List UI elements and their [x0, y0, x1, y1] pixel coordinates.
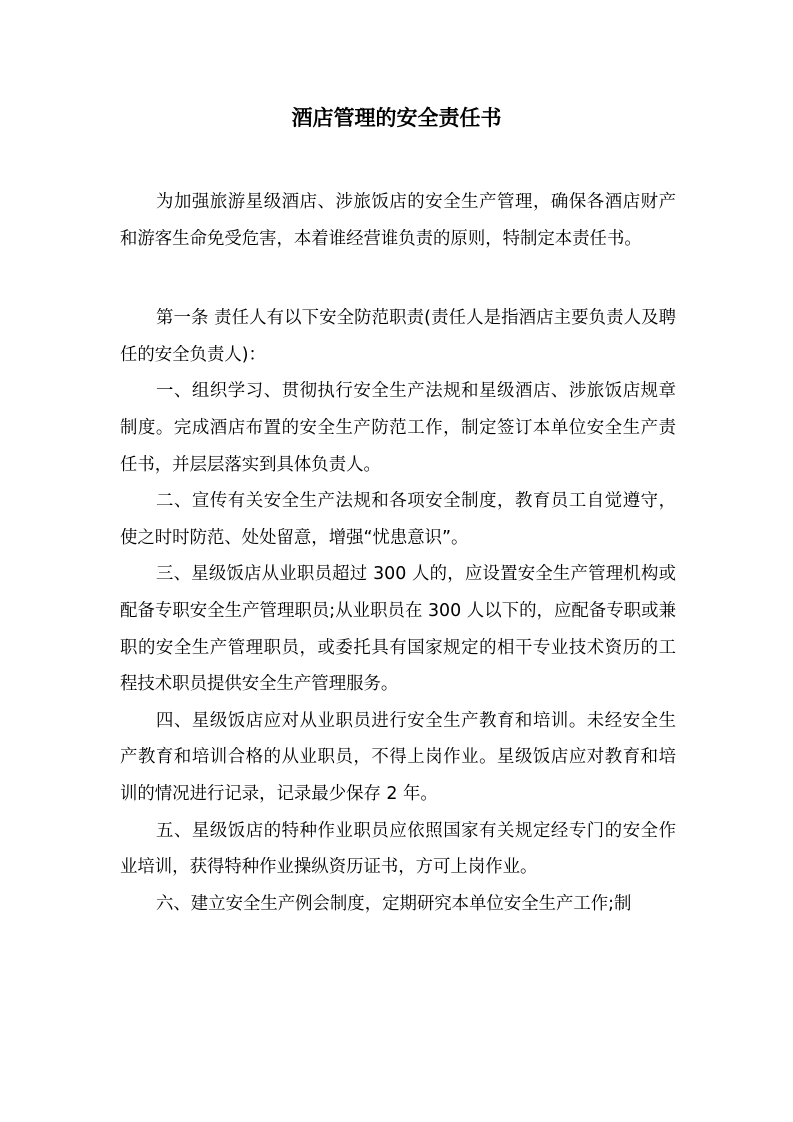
- clause-five: 五、星级饭店的特种作业职员应依照国家有关规定经专门的安全作业培训，获得特种作业操纵资历证书，方可上岗作业。: [120, 820, 676, 878]
- intro-paragraph: 为加强旅游星级酒店、涉旅饭店的安全生产管理，确保各酒店财产和游客生命免受危害，本着谁经营谁负责的原则，特制定本责任书。: [120, 192, 676, 249]
- clause-four: 四、星级饭店应对从业职员进行安全生产教育和培训。未经安全生产教育和培训合格的从业职员，不得上岗作业。星级饭店应对教育和培训的情况进行记录，记录最少保存 2 年。: [120, 710, 676, 804]
- article-one-heading: 第一条 责任人有以下安全防范职责(责任人是指酒店主要负责人及聘任的安全负责人)：: [120, 308, 676, 365]
- clause-six: 六、建立安全生产例会制度，定期研究本单位安全生产工作;制: [156, 893, 632, 914]
- document-title: 酒店管理的安全责任书: [291, 106, 502, 130]
- document-body: [120, 184, 676, 922]
- clause-two: 二、宣传有关安全生产法规和各项安全制度，教育员工自觉遵守，使之时时防范、处处留意，增强“忧患意识”。: [120, 491, 676, 548]
- clause-three: 三、星级饭店从业职员超过 300 人的，应设置安全生产管理机构或配备专职安全生产管理职员;从业职员在 300 人以下的，应配备专职或兼职的安全生产管理职员，或委托具有国家规定的相干专业技术资历的工程技术职员提供安全生产管理服务。: [120, 564, 676, 695]
- clause-one: 一、组织学习、贯彻执行安全生产法规和星级酒店、涉旅饭店规章制度。完成酒店布置的安全生产防范工作，制定签订本单位安全生产责任书，并层层落实到具体负责人。: [120, 381, 676, 475]
